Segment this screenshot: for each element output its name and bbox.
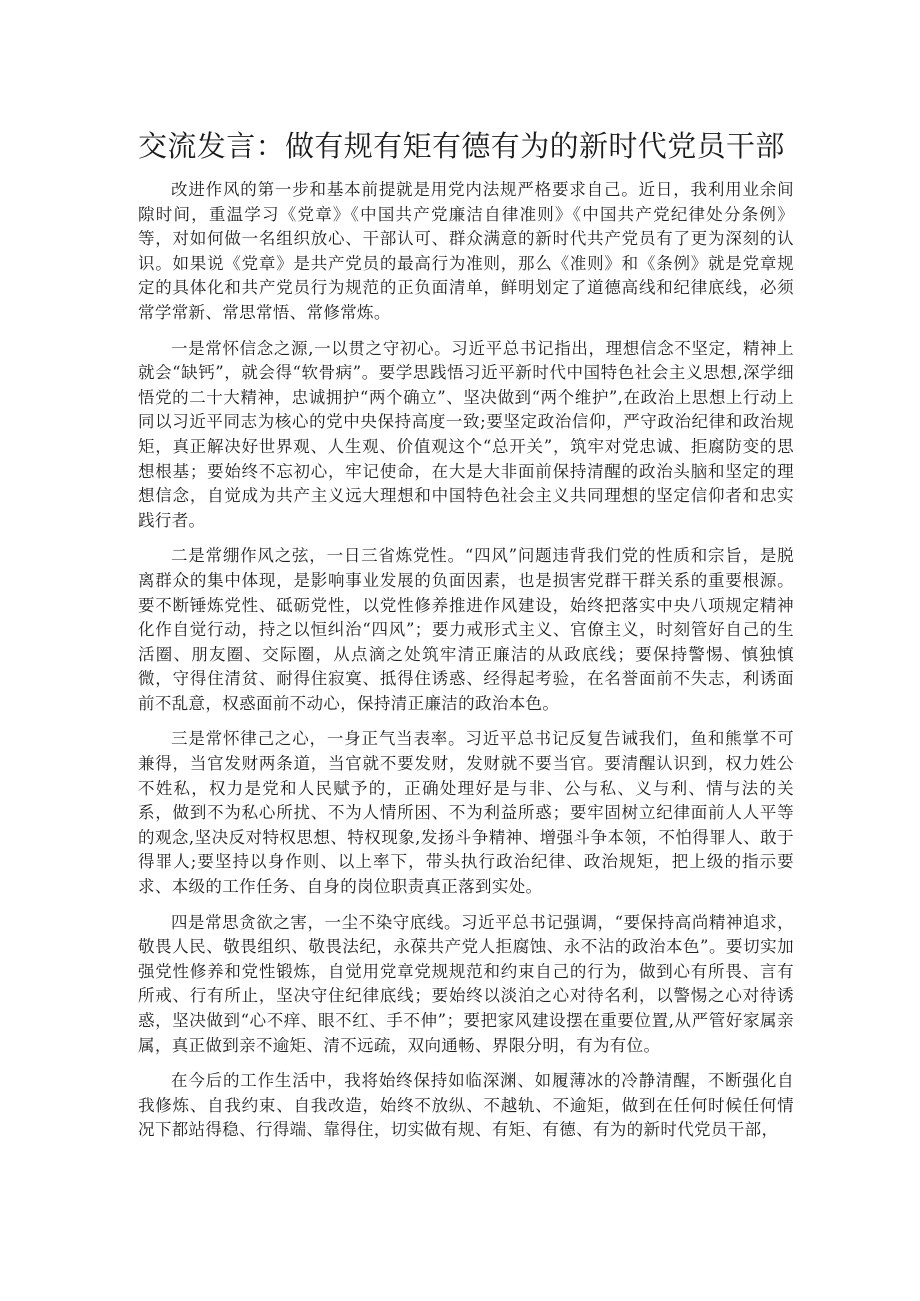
document-body [138, 178, 794, 1154]
intro-paragraph: 改进作风的第一步和基本前提就是用党内法规严格要求自己。近日，我利用业余间隙时间，重温学习《党章》《中国共产党廉洁自律准则》《中国共产党纪律处分条例》等，对如何做一名组织放心、干部认可、群众满意的新时代共产党员有了更为深刻的认识。如果说《党章》是共产党员的最高行为准则，那么《准则》和《条例》就是党章规定的具体化和共产党员行为规范的正负面清单，鲜明划定了道德高线和纪律底线，必须常学常新、常思常悟、常修常炼。 [138, 180, 794, 322]
point-one-paragraph: 一是常怀信念之源,一以贯之守初心。习近平总书记指出，理想信念不坚定，精神上就会“缺钙”，就会得“软骨病”。要学思践悟习近平新时代中国特色社会主义思想,深学细悟党的二十大精神，忠诚拥护“两个确立”、坚决做到“两个维护”,在政治上思想上行动上同以习近平同志为核心的党中央保持高度一致;要坚定政治信仰，严守政治纪律和政治规矩，真正解决好世界观、人生观、价值观这个“总开关”，筑牢对党忠诚、拒腐防变的思想根基；要始终不忘初心，牢记使命，在大是大非面前保持清醒的政治头脑和坚定的理想信念，自觉成为共产主义远大理想和中国特色社会主义共同理想的坚定信仰者和忠实践行者。 [138, 338, 794, 530]
point-two-paragraph: 二是常绷作风之弦，一日三省炼党性。“四风”问题违背我们党的性质和宗旨，是脱离群众的集中体现，是影响事业发展的负面因素，也是损害党群干群关系的重要根源。要不断锤炼党性、砥砺党性，以党性修养推进作风建设，始终把落实中央八项规定精神化作自觉行动，持之以恒纠治“四风”；要力戒形式主义、官僚主义，时刻管好自己的生活圈、朋友圈、交际圈，从点滴之处筑牢清正廉洁的从政底线；要保持警惕、慎独慎微，守得住清贫、耐得住寂寞、抵得住诱惑、经得起考验，在名誉面前不失志，利诱面前不乱意，权惑面前不动心，保持清正廉洁的政治本色。 [138, 546, 794, 713]
point-three-paragraph: 三是常怀律己之心，一身正气当表率。习近平总书记反复告诫我们，鱼和熊掌不可兼得，当官发财两条道，当官就不要发财，发财就不要当官。要清醒认识到，权力姓公不姓私，权力是党和人民赋予的，正确处理好是与非、公与私、义与利、情与法的关系，做到不为私心所扰、不为人情所困、不为利益所惑；要牢固树立纪律面前人人平等的观念,坚决反对特权思想、特权现象,发扬斗争精神、增强斗争本领，不怕得罪人、敢于得罪人;要坚持以身作则、以上率下，带头执行政治纪律、政治规矩，把上级的指示要求、本级的工作任务、自身的岗位职责真正落到实处。 [138, 729, 794, 897]
point-four-paragraph: 四是常思贪欲之害，一尘不染守底线。习近平总书记强调，“要保持高尚精神追求，敬畏人民、敬畏组织、敬畏法纪，永葆共产党人拒腐蚀、永不沾的政治本色”。要切实加强党性修养和党性锻炼，自觉用党章党规规范和约束自己的行为，做到心有所畏、言有所戒、行有所止，坚决守住纪律底线；要始终以淡泊之心对待名利，以警惕之心对待诱惑，坚决做到“心不痒、眼不红、手不伸”；要把家风建设摆在重要位置,从严管好家属亲属，真正做到亲不逾矩、清不远疏，双向通畅、界限分明，有为有位。 [138, 912, 794, 1055]
document-title: 交流发言：做有规有矩有德有为的新时代党员干部 [138, 129, 785, 163]
closing-paragraph: 在今后的工作生活中，我将始终保持如临深渊、如履薄冰的冷静清醒，不断强化自我修炼、自我约束、自我改造，始终不放纵、不越轨、不逾矩，做到在任何时候任何情况下都站得稳、行得端、靠得住，切实做有规、有矩、有德、有为的新时代党员干部， [138, 1071, 794, 1140]
